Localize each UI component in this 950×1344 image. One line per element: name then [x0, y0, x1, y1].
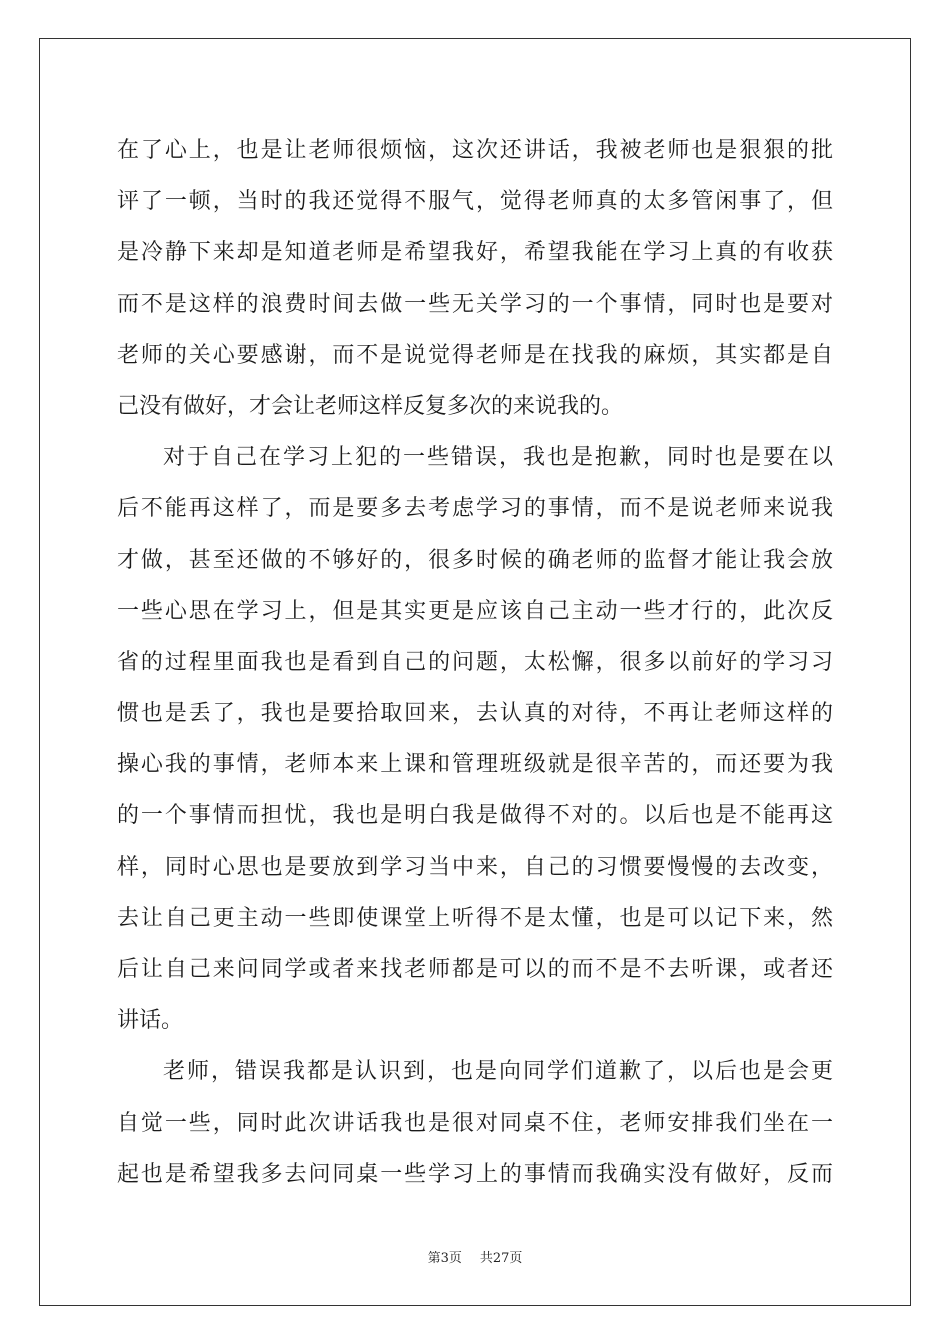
text-line: 自觉一些，同时此次讲话我也是很对同桌不住，老师安排我们坐在一: [117, 1110, 833, 1136]
text-line: 的一个事情而担忧，我也是明白我是做得不对的。以后也是不能再这: [117, 803, 833, 829]
page-number: 第3页: [427, 1251, 462, 1266]
text-line: 己没有做好，才会让老师这样反复多次的来说我的。: [117, 393, 624, 419]
text-line: 去让自己更主动一些即使课堂上听得不是太懂，也是可以记下来，然: [117, 905, 833, 931]
text-line: 一些心思在学习上，但是其实更是应该自己主动一些才行的，此次反: [117, 598, 833, 624]
text-line: 操心我的事情，老师本来上课和管理班级就是很辛苦的，而还要为我: [117, 752, 833, 778]
text-line: 起也是希望我多去问同桌一些学习上的事情而我确实没有做好，反而: [117, 1161, 833, 1187]
text-line: 老师，错误我都是认识到，也是向同学们道歉了，以后也是会更: [163, 1059, 833, 1085]
page-total: 共27页: [479, 1251, 523, 1266]
text-line: 省的过程里面我也是看到自己的问题，太松懈，很多以前好的学习习: [117, 649, 833, 675]
text-line: 对于自己在学习上犯的一些错误，我也是抱歉，同时也是要在以: [163, 445, 833, 471]
text-line: 惯也是丢了，我也是要拾取回来，去认真的对待，不再让老师这样的: [117, 701, 833, 727]
text-line: 老师的关心要感谢，而不是说觉得老师是在找我的麻烦，其实都是自: [117, 342, 833, 368]
page-footer: [0, 1247, 950, 1266]
text-line: 而不是这样的浪费时间去做一些无关学习的一个事情，同时也是要对: [117, 291, 833, 317]
text-line: 是冷静下来却是知道老师是希望我好，希望我能在学习上真的有收获: [117, 240, 833, 266]
text-line: 后让自己来问同学或者来找老师都是可以的而不是不去听课，或者还: [117, 957, 833, 982]
text-line: 在了心上，也是让老师很烦恼，这次还讲话，我被老师也是狠狠的批: [117, 138, 833, 163]
text-line: 评了一顿，当时的我还觉得不服气，觉得老师真的太多管闲事了，但: [117, 189, 833, 215]
text-line: 讲话。: [117, 1008, 184, 1034]
text-line: 才做，甚至还做的不够好的，很多时候的确老师的监督才能让我会放: [117, 547, 833, 573]
text-line: 样，同时心思也是要放到学习当中来，自己的习惯要慢慢的去改变，: [117, 854, 833, 880]
document-body: [117, 129, 833, 1204]
text-line: 后不能再这样了，而是要多去考虑学习的事情，而不是说老师来说我: [117, 496, 833, 522]
